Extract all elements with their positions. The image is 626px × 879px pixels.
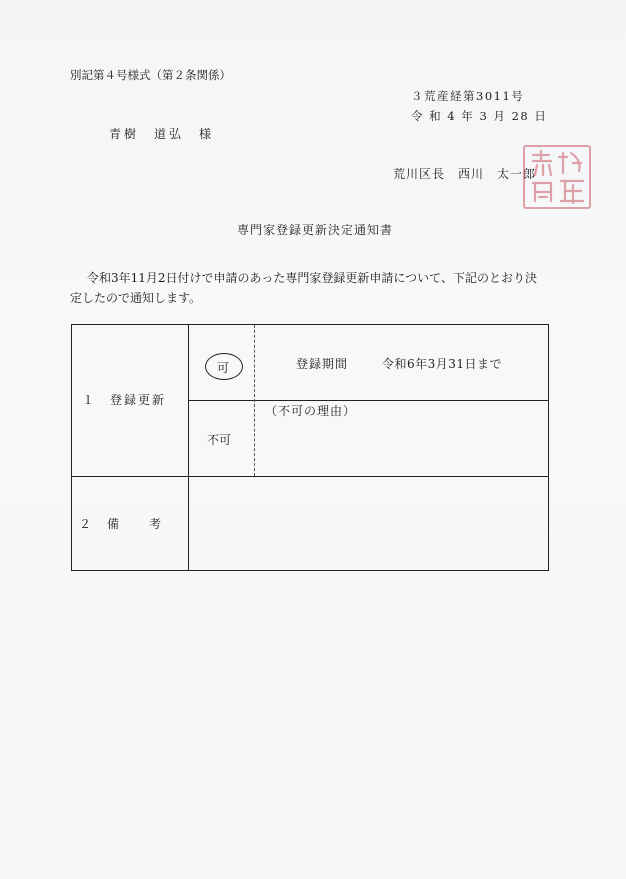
table-border-bottom — [71, 570, 549, 571]
document-number: ３荒産経第3011号 — [411, 89, 525, 103]
option-deny: 不可 — [207, 433, 232, 447]
denial-reason-label: （不可の理由） — [265, 404, 357, 418]
official-seal-stamp — [523, 145, 591, 209]
recipient-name: 青樹 道弘 様 — [109, 127, 215, 141]
body-text-line-1: 令和3年11月2日付けで申請のあった専門家登録更新申請について、下記のとおり決 — [87, 271, 537, 285]
row-label-renewal: １ 登録更新 — [82, 393, 167, 407]
option-approve: 可 — [217, 361, 230, 375]
seal-glyph-icon — [525, 147, 589, 207]
table-option-divider — [188, 400, 548, 401]
table-column-divider — [188, 324, 189, 571]
table-border-right — [548, 324, 549, 571]
document-title: 専門家登録更新決定通知書 — [237, 223, 394, 237]
document-date: 令 和 4 年 3 月 28 日 — [411, 109, 548, 123]
form-label: 別記第４号様式（第２条関係） — [70, 68, 231, 82]
registration-period-label: 登録期間 — [296, 357, 349, 371]
table-border-left — [71, 324, 72, 571]
issuer-name: 荒川区長 西川 太一郎 — [393, 167, 537, 181]
table-row-divider — [71, 476, 549, 477]
registration-period-value: 令和6年3月31日まで — [382, 357, 503, 371]
table-border-top — [71, 324, 549, 325]
row-label-remarks: ２ 備 考 — [79, 517, 164, 531]
table-dashed-divider — [254, 325, 255, 476]
body-text-line-2: 定したので通知します。 — [70, 291, 202, 305]
